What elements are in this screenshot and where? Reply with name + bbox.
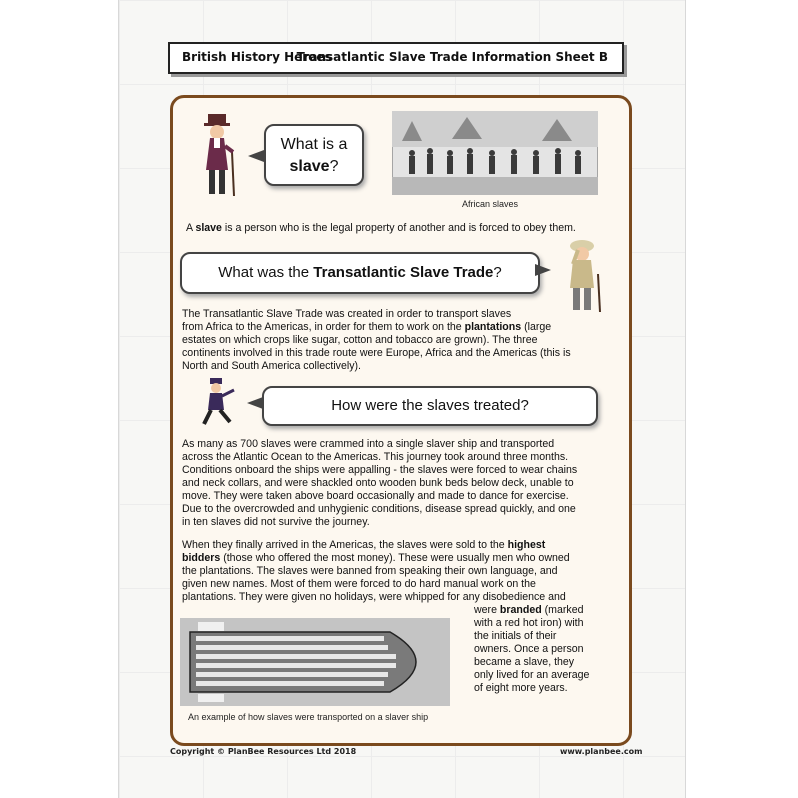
branding-paragraph: were branded (marked with a red hot iron) with the initials of their owners. Once a person became a slave, they only lived for an average of eight more years. [474, 604, 590, 694]
question-bubble-slaves-treated: How were the slaves treated? [262, 386, 598, 426]
slaver-ship-diagram-image [180, 618, 450, 706]
plantations-keyword: plantations [464, 321, 522, 333]
image-caption-african-slaves: African slaves [462, 199, 519, 209]
slave-keyword: slave [195, 222, 222, 234]
header-title: Transatlantic Slave Trade Information Sheet B [296, 50, 608, 64]
question-bubble-transatlantic-trade: What was the Transatlantic Slave Trade? [180, 252, 540, 294]
bubble-tail [247, 397, 263, 409]
treatment-paragraph: As many as 700 slaves were crammed into a single slaver ship and transported across the Atlantic Ocean to the Americas. This journey took around three months. Conditions onboard the ships were appalling - the slaves were forced to wear chains and neck collars, and were shackled onto wooden bunk beds below deck, unable to move. They were taken above board occasionally and made to dance for exercise. Due to the overcrowded and unhygienic conditions, disease spread quickly, and one in ten slaves did not survive the journey. [182, 438, 578, 528]
bubble-tail [248, 150, 264, 162]
bubble-tail [535, 264, 551, 276]
victorian-gentleman-illustration [192, 112, 244, 198]
question-line-2 [266, 156, 362, 178]
question-mark: ? [329, 158, 339, 175]
header-bar [168, 42, 624, 74]
question-keyword: slave [289, 158, 330, 175]
african-slaves-engraving-image [392, 111, 598, 195]
question-line-1: What is a [280, 136, 348, 153]
americas-paragraph: When they finally arrived in the Americas, the slaves were sold to the highest bidders (those who offered the most money). These were usually men who owned the plantations. The slaves were banned from speaking their own language, and given new names. Most of them were forced to do hard manual work on the plantations. They were given no holidays, were whipped for any disobedience and [182, 539, 570, 603]
explorer-illustration [560, 238, 610, 314]
highest-keyword: highest [507, 539, 546, 551]
website-link[interactable]: www.planbee.com [560, 747, 643, 756]
copyright-text: Copyright © PlanBee Resources Ltd 2018 [170, 747, 357, 756]
question-bubble-what-is-slave [264, 124, 364, 186]
branded-keyword: branded [499, 604, 542, 616]
bidders-keyword: bidders [182, 552, 221, 564]
image-caption-slaver-ship: An example of how slaves were transported on a slaver ship [188, 712, 429, 722]
running-man-illustration [196, 378, 240, 428]
trade-paragraph: The Transatlantic Slave Trade was created in order to transport slaves from Africa to the Americas, in order for them to work on the plantations (large estates on which crops like sugar, cotton and tobacco are grown). The three continents involved in this trade route were Europe, Africa and the Americas (this is North and South America collectively). [182, 308, 571, 372]
header-series: British History Heroes [182, 50, 332, 64]
question-keyword: Transatlantic Slave Trade [313, 264, 494, 281]
slave-definition: A slave is a person who is the legal property of another and is forced to obey them. [186, 222, 576, 234]
